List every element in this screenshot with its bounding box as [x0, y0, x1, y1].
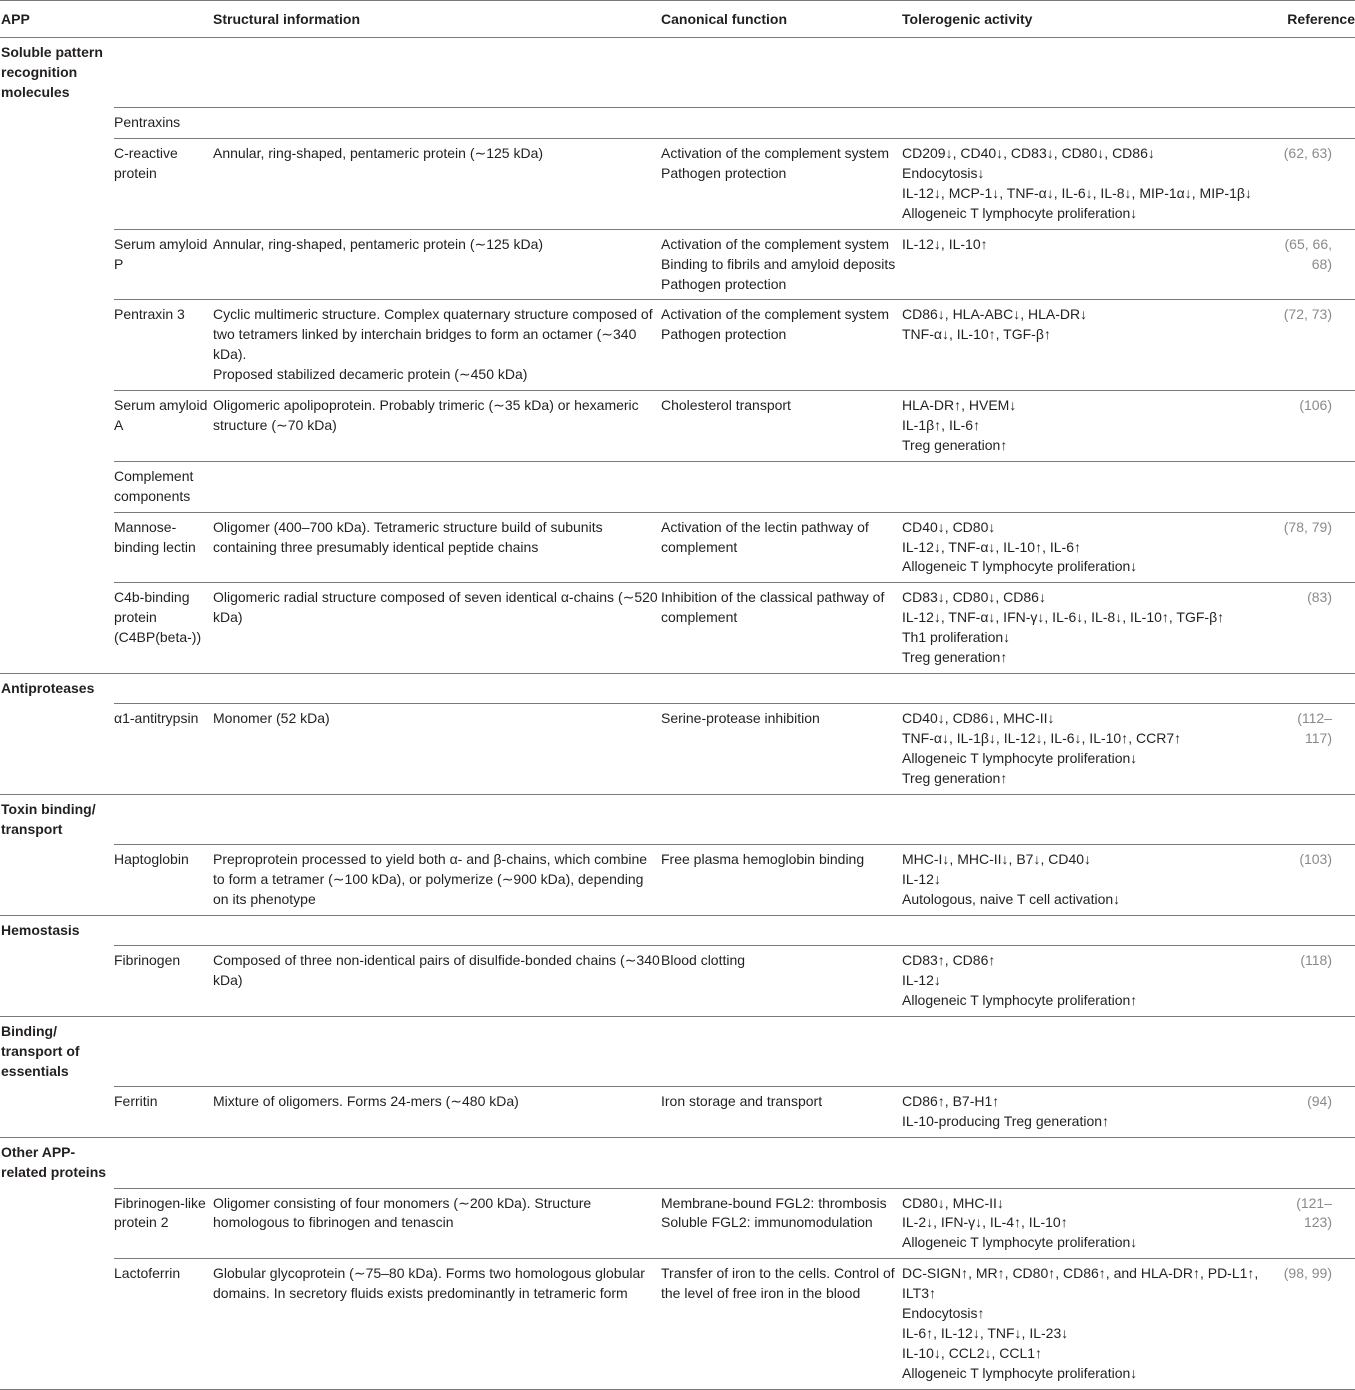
activity-text: Allogeneic T lymphocyte proliferation↓ — [902, 1234, 1138, 1251]
activity-text: HLA-DR↑, HVEM↓ — [902, 397, 1017, 414]
table-row — [0, 1188, 1355, 1259]
activity-text: Treg generation↑ — [902, 649, 1008, 666]
group-row — [0, 673, 1355, 703]
activity-text: IL-12↓, MCP-1↓, TNF-α↓, IL-6↓, IL-8↓, MIP-1α↓, MIP-1β↓ — [902, 184, 1252, 201]
empty-cell — [661, 916, 902, 946]
activity-text: DC-SIGN↑, MR↑, CD80↑, CD86↑, and HLA-DR↑, PD-L1↑, ILT3↑ — [902, 1265, 1259, 1302]
header-app: APP — [0, 1, 114, 38]
structure-cell — [213, 1087, 661, 1138]
empty-cell — [114, 1138, 213, 1188]
empty-cell — [213, 795, 661, 845]
table-row — [0, 229, 1355, 300]
group-name: Antiproteases — [0, 673, 114, 703]
structure-text: Preproprotein processed to yield both α- and β-chains, which combine to form a tetramer (∼100 kDa), or polymerize (∼900 kDa), depending on its phenotype — [213, 851, 648, 908]
empty-cell — [213, 108, 661, 139]
empty-cell — [0, 704, 114, 795]
empty-cell — [902, 38, 1282, 108]
protein-name: C-reactive protein — [114, 139, 213, 230]
subgroup-name: Pentraxins — [114, 108, 213, 139]
empty-cell — [0, 1087, 114, 1138]
activity-text: Allogeneic T lymphocyte proliferation↓ — [902, 204, 1138, 221]
structure-cell — [213, 391, 661, 462]
table-row — [0, 1087, 1355, 1138]
activity-text: IL-1β↑, IL-6↑ — [902, 417, 981, 433]
structure-cell — [213, 583, 661, 674]
activity-cell — [902, 845, 1282, 916]
function-cell — [661, 1259, 902, 1389]
activity-text: Endocytosis↓ — [902, 165, 985, 182]
empty-cell — [902, 795, 1282, 845]
header-spacer — [114, 1, 213, 38]
activity-cell — [902, 229, 1282, 300]
protein-name: Serum amyloid A — [114, 391, 213, 462]
structure-cell — [213, 704, 661, 795]
activity-cell — [902, 1259, 1282, 1389]
subgroup-name: Complement components — [114, 461, 213, 512]
function-text: Free plasma hemoglobin binding — [661, 851, 865, 868]
function-text: Activation of the complement system — [661, 145, 889, 162]
empty-cell — [661, 673, 902, 703]
header-structure: Structural information — [213, 1, 661, 38]
reference-cell: (94) — [1282, 1087, 1355, 1138]
table-header-row — [0, 1, 1355, 38]
activity-text: CD86↓, HLA-ABC↓, HLA-DR↓ — [902, 306, 1088, 323]
group-name: Other APP-related proteins — [0, 1138, 114, 1188]
reference-cell: (103) — [1282, 845, 1355, 916]
group-row — [0, 795, 1355, 845]
function-cell — [661, 1087, 902, 1138]
protein-name: Haptoglobin — [114, 845, 213, 916]
function-text: Activation of the complement system — [661, 306, 889, 323]
structure-cell — [213, 845, 661, 916]
activity-text: CD40↓, CD80↓ — [902, 518, 996, 535]
activity-text: Treg generation↑ — [902, 436, 1008, 453]
activity-text: CD86↑, B7-H1↑ — [902, 1093, 1000, 1110]
table-row — [0, 512, 1355, 583]
reference-cell: (62, 63) — [1282, 139, 1355, 230]
table-row — [0, 391, 1355, 462]
empty-cell — [661, 38, 902, 108]
empty-cell — [1282, 1138, 1355, 1188]
reference-cell: (65, 66, 68) — [1282, 229, 1355, 300]
empty-cell — [0, 391, 114, 462]
empty-cell — [0, 461, 114, 512]
table-row — [0, 845, 1355, 916]
function-text: Cholesterol transport — [661, 397, 791, 414]
empty-cell — [1282, 795, 1355, 845]
activity-text: IL-12↓ — [902, 972, 941, 989]
activity-text: IL-12↓, IL-10↑ — [902, 235, 988, 252]
empty-cell — [114, 795, 213, 845]
empty-cell — [213, 673, 661, 703]
function-cell — [661, 704, 902, 795]
empty-cell — [661, 108, 902, 139]
activity-text: CD209↓, CD40↓, CD83↓, CD80↓, CD86↓ — [902, 145, 1155, 162]
protein-name: Mannose-binding lectin — [114, 512, 213, 583]
protein-name: Serum amyloid P — [114, 229, 213, 300]
activity-text: IL-12↓, TNF-α↓, IFN-γ↓, IL-6↓, IL-8↓, IL-10↑, TGF-β↑ — [902, 609, 1225, 626]
function-text: Activation of the lectin pathway of complement — [661, 518, 869, 555]
empty-cell — [902, 1017, 1282, 1087]
table-row — [0, 1259, 1355, 1389]
function-cell — [661, 946, 902, 1017]
activity-text: Allogeneic T lymphocyte proliferation↓ — [902, 750, 1138, 767]
empty-cell — [902, 673, 1282, 703]
structure-cell — [213, 512, 661, 583]
empty-cell — [0, 946, 114, 1017]
group-name: Soluble pattern recognition molecules — [1, 44, 103, 100]
activity-cell — [902, 139, 1282, 230]
empty-cell — [0, 108, 114, 139]
group-row — [0, 38, 1355, 108]
empty-cell — [1282, 38, 1355, 108]
function-text: Inhibition of the classical pathway of complement — [661, 589, 885, 626]
activity-text: Treg generation↑ — [902, 770, 1008, 787]
empty-cell — [0, 1259, 114, 1389]
activity-cell — [902, 391, 1282, 462]
empty-cell — [1282, 673, 1355, 703]
empty-cell — [0, 139, 114, 230]
empty-cell — [902, 1138, 1282, 1188]
empty-cell — [1282, 1017, 1355, 1087]
empty-cell — [902, 108, 1282, 139]
function-text: Blood clotting — [661, 952, 746, 969]
function-cell — [661, 229, 902, 300]
empty-cell — [1282, 461, 1355, 512]
reference-cell: (121–123) — [1282, 1188, 1355, 1259]
structure-text: Annular, ring-shaped, pentameric protein (∼125 kDa) — [213, 235, 544, 252]
structure-cell — [213, 1259, 661, 1389]
group-name: Toxin binding/ transport — [0, 795, 114, 845]
activity-text: Allogeneic T lymphocyte proliferation↓ — [902, 558, 1138, 575]
function-cell — [661, 512, 902, 583]
activity-text: Allogeneic T lymphocyte proliferation↑ — [902, 992, 1138, 1009]
function-text: Pathogen protection — [661, 326, 787, 343]
activity-text: IL-12↓ — [902, 871, 941, 888]
function-text: Transfer of iron to the cells. Control of the level of free iron in the blood — [661, 1265, 895, 1302]
structure-text: Oligomer (400–700 kDa). Tetrameric structure build of subunits containing three presumably identical peptide chains — [213, 518, 603, 555]
function-text: Iron storage and transport — [661, 1093, 823, 1110]
activity-text: TNF-α↓, IL-1β↓, IL-12↓, IL-6↓, IL-10↑, CCR7↑ — [902, 730, 1182, 747]
reference-cell: (72, 73) — [1282, 300, 1355, 391]
structure-text: Proposed stabilized decameric protein (∼450 kDa) — [213, 366, 528, 383]
activity-text: IL-2↓, IFN-γ↓, IL-4↑, IL-10↑ — [902, 1214, 1068, 1231]
header-function: Canonical function — [661, 1, 902, 38]
activity-text: CD83↑, CD86↑ — [902, 952, 996, 969]
activity-cell — [902, 1188, 1282, 1259]
protein-name: Fibrinogen-like protein 2 — [114, 1188, 213, 1259]
structure-text: Composed of three non-identical pairs of disulfide-bonded chains (∼340 kDa) — [213, 952, 660, 989]
activity-cell — [902, 300, 1282, 391]
table-row — [0, 704, 1355, 795]
structure-text: Cyclic multimeric structure. Complex quaternary structure composed of two tetramers linked by interchain bridges to form an octamer (∼340 kDa). — [213, 306, 653, 363]
group-name: Hemostasis — [0, 916, 114, 946]
function-cell — [661, 1188, 902, 1259]
activity-cell — [902, 583, 1282, 674]
function-text: Pathogen protection — [661, 165, 787, 182]
structure-text: Oligomeric apolipoprotein. Probably trimeric (∼35 kDa) or hexameric structure (∼70 kDa) — [213, 397, 639, 433]
function-text: Membrane-bound FGL2: thrombosis — [661, 1194, 887, 1211]
subgroup-row — [0, 461, 1355, 512]
structure-cell — [213, 300, 661, 391]
structure-cell — [213, 229, 661, 300]
reference-cell: (106) — [1282, 391, 1355, 462]
empty-cell — [902, 461, 1282, 512]
group-row — [0, 916, 1355, 946]
protein-name: Ferritin — [114, 1087, 213, 1138]
structure-text: Globular glycoprotein (∼75–80 kDa). Forms two homologous globular domains. In secretory fluids exists predominantly in tetrameric form — [213, 1265, 645, 1302]
activity-text: Autologous, naive T cell activation↓ — [902, 891, 1121, 908]
group-name: Binding/ transport of essentials — [0, 1017, 114, 1087]
protein-name: α1-antitrypsin — [114, 704, 213, 795]
empty-cell — [213, 1138, 661, 1188]
empty-cell — [213, 1017, 661, 1087]
structure-text: Annular, ring-shaped, pentameric protein (∼125 kDa) — [213, 145, 544, 162]
function-text: Binding to fibrils and amyloid deposits — [661, 255, 896, 272]
structure-cell — [213, 946, 661, 1017]
activity-text: IL-6↑, IL-12↓, TNF↓, IL-23↓ — [902, 1324, 1069, 1341]
reference-cell: (112–117) — [1282, 704, 1355, 795]
table-body — [0, 38, 1355, 1390]
empty-cell — [0, 583, 114, 674]
empty-cell — [114, 673, 213, 703]
table-row — [0, 139, 1355, 230]
empty-cell — [902, 916, 1282, 946]
activity-text: CD80↓, MHC-II↓ — [902, 1194, 1004, 1211]
structure-text: Oligomer consisting of four monomers (∼200 kDa). Structure homologous to fibrinogen and tenascin — [213, 1194, 592, 1231]
activity-text: TNF-α↓, IL-10↑, TGF-β↑ — [902, 326, 1051, 343]
function-cell — [661, 300, 902, 391]
structure-cell — [213, 139, 661, 230]
subgroup-row — [0, 108, 1355, 139]
reference-cell: (118) — [1282, 946, 1355, 1017]
activity-text: IL-10↓, CCL2↓, CCL1↑ — [902, 1344, 1043, 1361]
empty-cell — [1282, 916, 1355, 946]
activity-text: Endocytosis↑ — [902, 1305, 985, 1322]
activity-cell — [902, 512, 1282, 583]
activity-text: IL-12↓, TNF-α↓, IL-10↑, IL-6↑ — [902, 538, 1081, 555]
empty-cell — [0, 300, 114, 391]
function-cell — [661, 845, 902, 916]
function-cell — [661, 583, 902, 674]
empty-cell — [1282, 108, 1355, 139]
activity-text: CD40↓, CD86↓, MHC-II↓ — [902, 710, 1055, 727]
function-text: Pathogen protection — [661, 275, 787, 292]
activity-text: MHC-I↓, MHC-II↓, B7↓, CD40↓ — [902, 851, 1092, 868]
empty-cell — [0, 229, 114, 300]
activity-cell — [902, 946, 1282, 1017]
empty-cell — [114, 1017, 213, 1087]
protein-name: Fibrinogen — [114, 946, 213, 1017]
empty-cell — [213, 916, 661, 946]
function-text: Activation of the complement system — [661, 235, 889, 252]
structure-text: Monomer (52 kDa) — [213, 710, 330, 727]
reference-cell: (98, 99) — [1282, 1259, 1355, 1389]
activity-text: Allogeneic T lymphocyte proliferation↓ — [902, 1364, 1138, 1381]
activity-cell — [902, 1087, 1282, 1138]
activity-text: IL-10-producing Treg generation↑ — [902, 1113, 1110, 1130]
structure-text: Mixture of oligomers. Forms 24-mers (∼480 kDa) — [213, 1093, 519, 1110]
function-cell — [661, 391, 902, 462]
structure-cell — [213, 1188, 661, 1259]
protein-name: Lactoferrin — [114, 1259, 213, 1389]
empty-cell — [0, 845, 114, 916]
empty-cell — [213, 461, 661, 512]
empty-cell — [0, 512, 114, 583]
header-reference: Reference — [1282, 1, 1355, 38]
activity-text: Th1 proliferation↓ — [902, 629, 1011, 646]
empty-cell — [213, 38, 661, 108]
empty-cell — [114, 38, 213, 108]
group-row — [0, 1017, 1355, 1087]
function-text: Serine-protease inhibition — [661, 710, 820, 727]
table-row — [0, 300, 1355, 391]
empty-cell — [661, 1017, 902, 1087]
activity-text: CD83↓, CD80↓, CD86↓ — [902, 589, 1046, 606]
activity-cell — [902, 704, 1282, 795]
structure-text: Oligomeric radial structure composed of seven identical α-chains (∼520 kDa) — [213, 589, 658, 626]
table-row — [0, 946, 1355, 1017]
table-row — [0, 583, 1355, 674]
header-activity: Tolerogenic activity — [902, 1, 1282, 38]
empty-cell — [661, 1138, 902, 1188]
empty-cell — [114, 916, 213, 946]
empty-cell — [0, 1188, 114, 1259]
empty-cell — [661, 461, 902, 512]
function-text: Soluble FGL2: immunomodulation — [661, 1214, 873, 1231]
function-cell — [661, 139, 902, 230]
protein-name: C4b-binding protein (C4BP(beta-)) — [114, 583, 213, 674]
reference-cell: (83) — [1282, 583, 1355, 674]
protein-name: Pentraxin 3 — [114, 300, 213, 391]
empty-cell — [661, 795, 902, 845]
group-row — [0, 1138, 1355, 1188]
reference-cell: (78, 79) — [1282, 512, 1355, 583]
